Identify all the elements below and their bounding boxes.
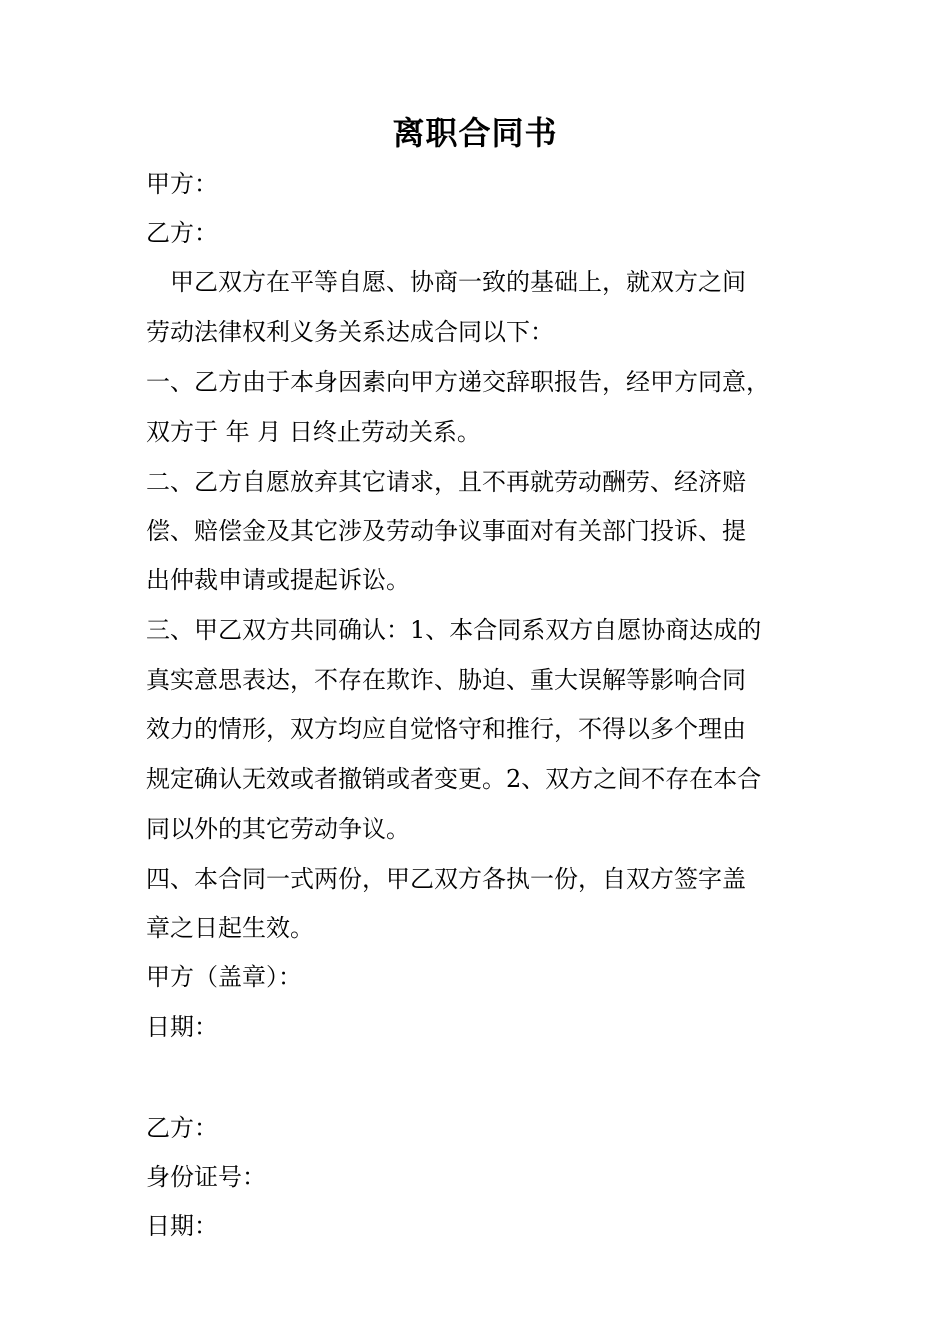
clause-3-line-4: 规定确认无效或者撤销或者变更。2、双方之间不存在本合 <box>146 765 762 793</box>
clause-3-line-5: 同以外的其它劳动争议。 <box>146 815 410 843</box>
party-b-id-number-label: 身份证号： <box>146 1163 266 1191</box>
document-title: 离职合同书 <box>392 114 558 152</box>
intro-paragraph-line-1: 甲乙双方在平等自愿、协商一致的基础上，就双方之间 <box>146 268 746 296</box>
clause-3-line-3: 效力的情形，双方均应自觉恪守和推行，不得以多个理由 <box>146 715 746 743</box>
party-b-date-label: 日期： <box>146 1212 218 1240</box>
clause-2-line-2: 偿、赔偿金及其它涉及劳动争议事面对有关部门投诉、提 <box>146 517 746 545</box>
clause-2-line-3: 出仲裁申请或提起诉讼。 <box>146 566 410 594</box>
party-b-signature-label: 乙方： <box>146 1114 218 1142</box>
party-b-line: 乙方： <box>146 219 218 247</box>
clause-1-line-1: 一、乙方由于本身因素向甲方递交辞职报告，经甲方同意， <box>146 368 770 396</box>
clause-2-line-1: 二、乙方自愿放弃其它请求，且不再就劳动酬劳、经济赔 <box>146 468 746 496</box>
clause-1-line-2: 双方于 年 月 日终止劳动关系。 <box>146 418 481 446</box>
party-a-date-label: 日期： <box>146 1013 218 1041</box>
intro-paragraph-line-2: 劳动法律权利义务关系达成合同以下： <box>146 318 554 346</box>
party-a-seal-label: 甲方（盖章）： <box>146 963 302 991</box>
clause-3-line-2: 真实意思表达，不存在欺诈、胁迫、重大误解等影响合同 <box>146 666 746 694</box>
clause-4-line-1: 四、本合同一式两份，甲乙双方各执一份，自双方签字盖 <box>146 865 746 893</box>
clause-4-line-2: 章之日起生效。 <box>146 914 314 942</box>
party-a-line: 甲方： <box>146 170 218 198</box>
clause-3-line-1: 三、甲乙双方共同确认：1、本合同系双方自愿协商达成的 <box>146 616 762 644</box>
